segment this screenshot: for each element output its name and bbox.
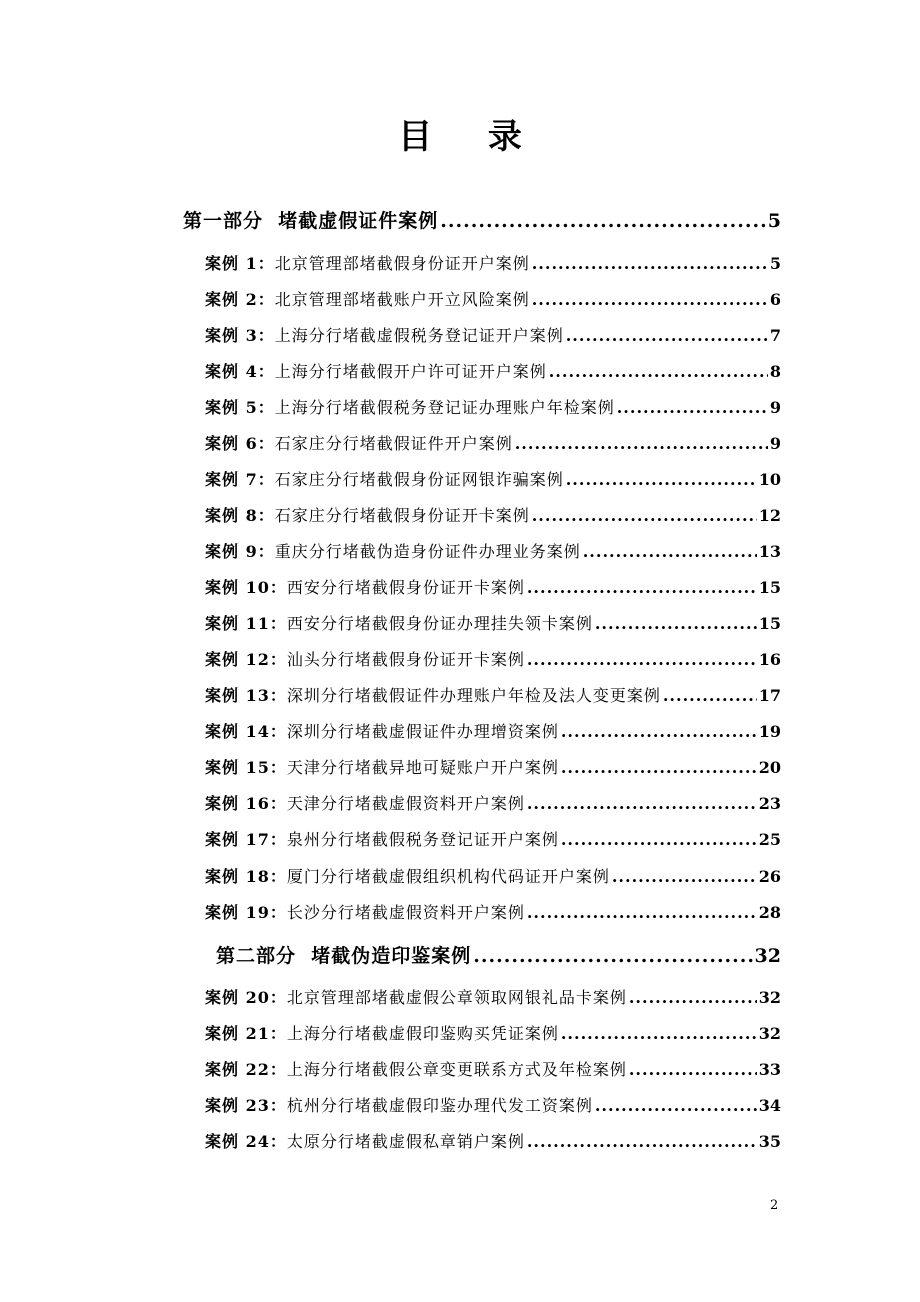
case-title: 石家庄分行堵截假身份证网银诈骗案例 <box>274 470 564 489</box>
toc-entry[interactable] <box>205 1129 781 1155</box>
part-label: 第二部分 <box>216 945 297 967</box>
toc-entry[interactable] <box>205 985 781 1011</box>
case-title: 长沙分行堵截虚假资料开户案例 <box>286 903 525 922</box>
case-number: 案例 20： <box>205 988 287 1007</box>
case-page-number: 15 <box>758 578 781 597</box>
toc-entry[interactable] <box>205 864 781 890</box>
dot-leader <box>595 611 757 637</box>
dot-leader <box>473 941 752 971</box>
case-title: 深圳分行堵截假证件办理账户年检及法人变更案例 <box>286 686 661 705</box>
case-number: 案例 14： <box>205 722 287 741</box>
dot-leader <box>561 719 757 745</box>
case-title: 上海分行堵截假公章变更联系方式及年检案例 <box>286 1060 627 1079</box>
dot-leader <box>532 287 768 313</box>
case-number: 案例 17： <box>205 830 287 849</box>
dot-leader <box>527 1129 757 1155</box>
case-page-number: 35 <box>758 1132 781 1151</box>
case-title: 石家庄分行堵截假证件开户案例 <box>274 434 513 453</box>
case-number: 案例 16： <box>205 794 287 813</box>
case-title: 上海分行堵截虚假税务登记证开户案例 <box>274 326 564 345</box>
case-page-number: 19 <box>758 722 781 741</box>
toc-part-1[interactable] <box>183 206 781 236</box>
toc-entry[interactable] <box>205 683 781 709</box>
toc-entry[interactable] <box>205 467 781 493</box>
case-title: 天津分行堵截虚假资料开户案例 <box>286 794 525 813</box>
case-number: 案例 13： <box>205 686 287 705</box>
case-number: 案例 10： <box>205 578 287 597</box>
case-number: 案例 7： <box>205 470 275 489</box>
dot-leader <box>527 575 757 601</box>
case-number: 案例 2： <box>205 290 275 309</box>
dot-leader <box>566 323 768 349</box>
case-number: 案例 3： <box>205 326 275 345</box>
case-page-number: 32 <box>758 988 781 1007</box>
toc-entry[interactable] <box>205 539 781 565</box>
case-page-number: 20 <box>758 758 781 777</box>
toc-entry[interactable] <box>205 1093 781 1119</box>
case-page-number: 33 <box>758 1060 781 1079</box>
toc-entry[interactable] <box>205 395 781 421</box>
case-title: 北京管理部堵截账户开立风险案例 <box>274 290 530 309</box>
case-page-number: 7 <box>769 326 781 345</box>
dot-leader <box>629 1057 757 1083</box>
toc-entry[interactable] <box>205 251 781 277</box>
case-number: 案例 4： <box>205 362 275 381</box>
toc-entry[interactable] <box>205 323 781 349</box>
case-page-number: 23 <box>758 794 781 813</box>
case-number: 案例 23： <box>205 1096 287 1115</box>
case-title: 泉州分行堵截假税务登记证开户案例 <box>286 830 559 849</box>
case-number: 案例 5： <box>205 398 275 417</box>
case-number: 案例 6： <box>205 434 275 453</box>
dot-leader <box>527 900 757 926</box>
toc-entry[interactable] <box>205 1021 781 1047</box>
case-page-number: 13 <box>758 542 781 561</box>
dot-leader <box>629 985 757 1011</box>
toc-entry[interactable] <box>205 611 781 637</box>
case-title: 石家庄分行堵截假身份证开卡案例 <box>274 506 530 525</box>
case-page-number: 28 <box>758 903 781 922</box>
case-title: 太原分行堵截虚假私章销户案例 <box>286 1132 525 1151</box>
part-page-number: 5 <box>767 210 781 232</box>
dot-leader <box>561 1021 757 1047</box>
case-title: 深圳分行堵截虚假证件办理增资案例 <box>286 722 559 741</box>
dot-leader <box>617 395 768 421</box>
case-page-number: 16 <box>758 650 781 669</box>
part-page-number: 32 <box>754 945 781 967</box>
toc-entry[interactable] <box>205 791 781 817</box>
toc-entry[interactable] <box>205 827 781 853</box>
dot-leader <box>527 791 757 817</box>
page-title: 目 录 <box>398 117 544 157</box>
dot-leader <box>663 683 757 709</box>
part-label: 第一部分 <box>183 210 264 232</box>
case-title: 杭州分行堵截虚假印鉴办理代发工资案例 <box>286 1096 593 1115</box>
toc-entry[interactable] <box>205 431 781 457</box>
toc-entry[interactable] <box>205 503 781 529</box>
toc-entry[interactable] <box>205 719 781 745</box>
case-title: 北京管理部堵截假身份证开户案例 <box>274 254 530 273</box>
case-title: 上海分行堵截假税务登记证办理账户年检案例 <box>274 398 615 417</box>
dot-leader <box>595 1093 757 1119</box>
dot-leader <box>583 539 757 565</box>
case-page-number: 34 <box>758 1096 781 1115</box>
case-number: 案例 18： <box>205 867 287 886</box>
case-number: 案例 15： <box>205 758 287 777</box>
dot-leader <box>561 827 757 853</box>
case-title: 厦门分行堵截虚假组织机构代码证开户案例 <box>286 867 610 886</box>
case-title: 上海分行堵截虚假印鉴购买凭证案例 <box>286 1024 559 1043</box>
case-title: 汕头分行堵截假身份证开卡案例 <box>286 650 525 669</box>
case-number: 案例 9： <box>205 542 275 561</box>
case-title: 北京管理部堵截虚假公章领取网银礼品卡案例 <box>286 988 627 1007</box>
case-page-number: 9 <box>769 398 781 417</box>
case-page-number: 5 <box>769 254 781 273</box>
toc-entry[interactable] <box>205 575 781 601</box>
toc-entry[interactable] <box>205 359 781 385</box>
toc-entry[interactable] <box>205 287 781 313</box>
case-title: 天津分行堵截异地可疑账户开户案例 <box>286 758 559 777</box>
case-number: 案例 8： <box>205 506 275 525</box>
case-title: 西安分行堵截假身份证办理挂失领卡案例 <box>286 614 593 633</box>
case-page-number: 9 <box>769 434 781 453</box>
toc-entry[interactable] <box>205 900 781 926</box>
dot-leader <box>527 647 757 673</box>
dot-leader <box>549 359 768 385</box>
case-title: 重庆分行堵截伪造身份证件办理业务案例 <box>274 542 581 561</box>
dot-leader <box>561 755 757 781</box>
dot-leader <box>612 864 757 890</box>
case-number: 案例 22： <box>205 1060 287 1079</box>
part-title: 堵截伪造印鉴案例 <box>311 945 472 967</box>
case-page-number: 15 <box>758 614 781 633</box>
toc-entry[interactable] <box>205 755 781 781</box>
dot-leader <box>515 431 768 457</box>
page-number: 2 <box>770 1198 779 1213</box>
case-page-number: 12 <box>758 506 781 525</box>
toc-part-2[interactable] <box>216 941 781 971</box>
part-title: 堵截虚假证件案例 <box>278 210 439 232</box>
case-page-number: 25 <box>758 830 781 849</box>
case-number: 案例 12： <box>205 650 287 669</box>
dot-leader <box>532 251 768 277</box>
case-page-number: 8 <box>769 362 781 381</box>
case-title: 上海分行堵截假开户许可证开户案例 <box>274 362 547 381</box>
case-number: 案例 21： <box>205 1024 287 1043</box>
case-number: 案例 1： <box>205 254 275 273</box>
case-page-number: 26 <box>758 867 781 886</box>
case-page-number: 6 <box>769 290 781 309</box>
dot-leader <box>532 503 757 529</box>
case-number: 案例 11： <box>205 614 287 633</box>
case-number: 案例 24： <box>205 1132 287 1151</box>
case-title: 西安分行堵截假身份证开卡案例 <box>286 578 525 597</box>
toc-entry[interactable] <box>205 1057 781 1083</box>
case-page-number: 17 <box>758 686 781 705</box>
case-number: 案例 19： <box>205 903 287 922</box>
toc-entry[interactable] <box>205 647 781 673</box>
dot-leader <box>566 467 757 493</box>
case-page-number: 32 <box>758 1024 781 1043</box>
dot-leader <box>440 206 766 236</box>
case-page-number: 10 <box>758 470 781 489</box>
